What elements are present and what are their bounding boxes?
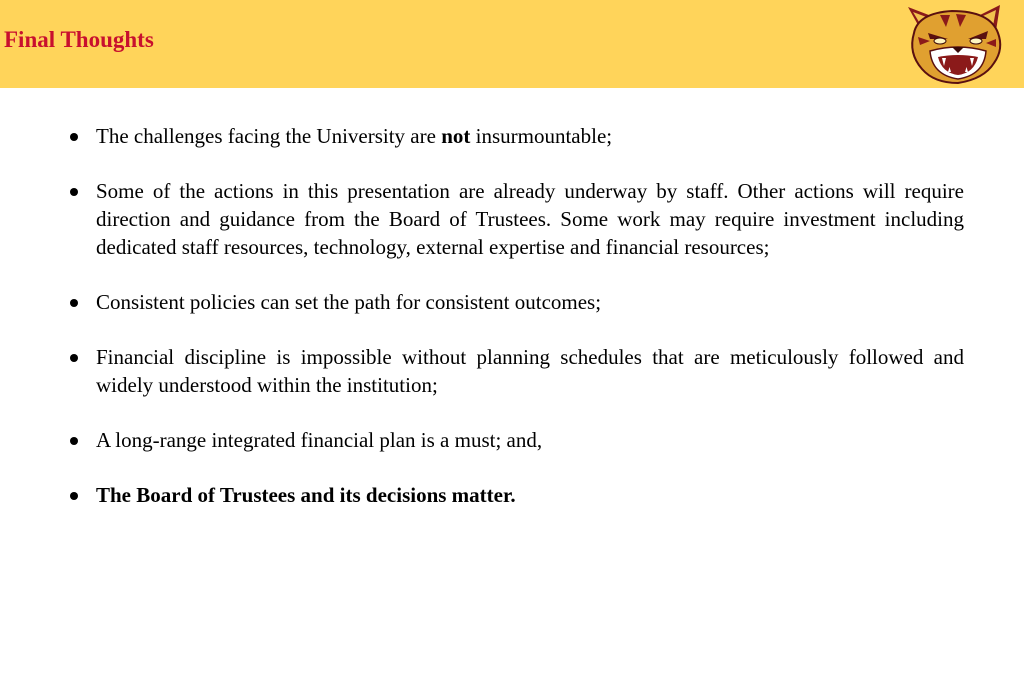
bullet-icon	[70, 299, 78, 307]
bullet-item-plan	[66, 426, 964, 454]
bullet-icon	[70, 133, 78, 141]
bullet-item-policies	[66, 288, 964, 316]
slide-header	[0, 0, 1024, 88]
bullet-list	[66, 122, 964, 509]
bullet-icon	[70, 354, 78, 362]
bullet-text: The challenges facing the University are	[96, 124, 442, 148]
bullet-text: A long-range integrated financial plan is a must; and,	[96, 428, 543, 452]
bullet-icon	[70, 437, 78, 445]
bullet-text: Financial discipline is impossible without planning schedules that are meticulously followed and widely understood within the institution;	[96, 345, 964, 397]
bullet-item-discipline	[66, 343, 964, 399]
bullet-item-board	[66, 481, 964, 509]
wildcat-mascot-icon	[900, 3, 1008, 85]
bullet-text: insurmountable;	[470, 124, 613, 148]
bullet-icon	[70, 188, 78, 196]
bullet-icon	[70, 492, 78, 500]
bullet-item-challenges	[66, 122, 964, 150]
bullet-text: The Board of Trustees and its decisions matter.	[96, 483, 516, 507]
bullet-text: Some of the actions in this presentation are already underway by staff. Other actions will require direction and guidance from the Board of Trustees. Some work may require investment including dedicated staff resources, technology, external expertise and financial resources;	[96, 179, 964, 259]
slide-content	[66, 122, 964, 536]
slide-title: Final Thoughts	[4, 27, 154, 52]
bullet-item-actions	[66, 177, 964, 261]
bullet-text: Consistent policies can set the path for consistent outcomes;	[96, 290, 602, 314]
bullet-emphasis: not	[441, 124, 471, 148]
